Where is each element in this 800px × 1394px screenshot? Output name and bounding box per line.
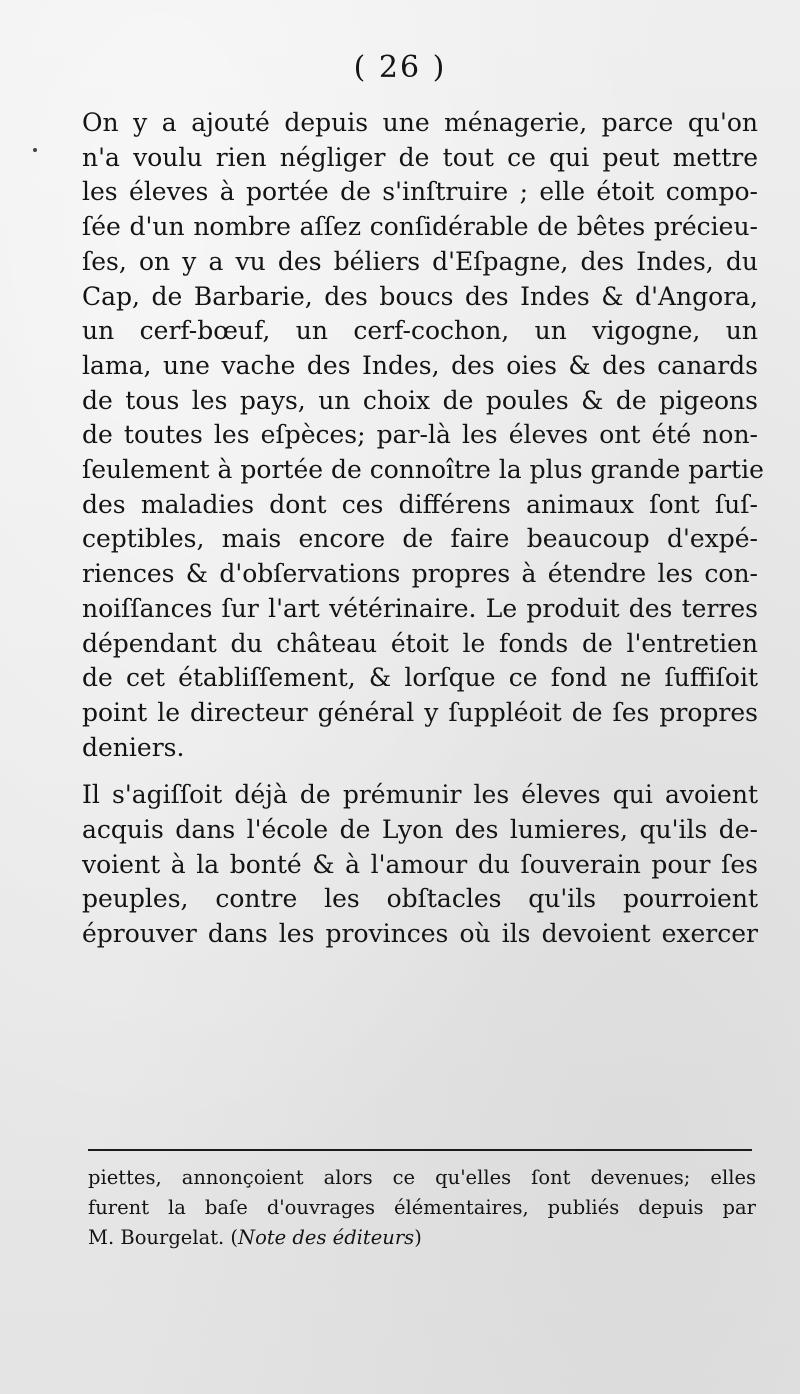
- footnote-line-attribution: [88, 1223, 756, 1253]
- text-line: un cerf-bœuf, un cerf-cochon, un vigogne, un: [82, 316, 758, 346]
- text-line: ſes, on y a vu des béliers d'Eſpagne, des Indes, du: [82, 246, 758, 276]
- text-line: deniers.: [82, 732, 185, 762]
- footnote-author: M. Bourgelat. (: [88, 1226, 239, 1249]
- paragraph-menagerie: [82, 106, 764, 765]
- footnote-rule: [88, 1149, 752, 1151]
- text-line: acquis dans l'école de Lyon des lumieres, qu'ils de-: [82, 815, 758, 845]
- text-line: de tous les pays, un choix de poules & de pigeons: [82, 385, 758, 415]
- text-line: Il s'agiſſoit déjà de prémunir les éleves qui avoient: [82, 780, 758, 810]
- text-line: riences & d'obſervations propres à étendre les con-: [82, 559, 758, 589]
- text-line: de cet établiſſement, & lorſque ce fond ne ſuffiſoit: [82, 663, 758, 693]
- page-number: ( 26 ): [353, 50, 447, 85]
- text-line: ſée d'un nombre aſſez conſidérable de bêtes précieu-: [82, 212, 758, 242]
- text-line: de toutes les eſpèces; par-là les éleves ont été non-: [82, 420, 758, 450]
- text-line: Cap, de Barbarie, des boucs des Indes & d'Angora,: [82, 281, 758, 311]
- text-line: voient à la bonté & à l'amour du ſouverain pour ſes: [82, 849, 758, 879]
- text-line: On y a ajouté depuis une ménagerie, parce qu'on: [82, 108, 758, 137]
- text-line: les éleves à portée de s'inſtruire ; elle étoit compo-: [82, 177, 758, 207]
- footnote-line: piettes, annonçoient alors ce qu'elles ſont devenues; elles: [88, 1166, 756, 1189]
- text-line: des maladies dont ces différens animaux ſont ſuſ-: [82, 489, 758, 519]
- footnote-close: ): [414, 1226, 422, 1249]
- text-line: peuples, contre les obſtacles qu'ils pourroient: [82, 884, 758, 914]
- text-line: ceptibles, mais encore de faire beaucoup d'expé-: [82, 524, 758, 554]
- paragraph-spacer: [82, 765, 758, 778]
- text-line: n'a voulu rien négliger de tout ce qui peut mettre: [82, 142, 758, 172]
- ink-speck: [33, 148, 37, 152]
- footnote: [88, 1163, 756, 1253]
- footnote-line: furent la baſe d'ouvrages élémentaires, publiés depuis par: [88, 1196, 756, 1219]
- body-text: [82, 106, 764, 952]
- text-line: noiſſances ſur l'art vétérinaire. Le produit des terres: [82, 593, 758, 623]
- text-line: point le directeur général y ſuppléoit de ſes propres: [82, 697, 758, 727]
- text-line: lama, une vache des Indes, des oies & des canards: [82, 350, 758, 380]
- text-line: dépendant du château étoit le fonds de l'entretien: [82, 628, 758, 658]
- text-line: ſeulement à portée de connoître la plus grande partie: [82, 455, 764, 485]
- text-line: éprouver dans les provinces où ils devoient exercer: [82, 919, 758, 949]
- paragraph-premunir: [82, 778, 758, 952]
- footnote-editors-note: Note des éditeurs: [238, 1226, 415, 1249]
